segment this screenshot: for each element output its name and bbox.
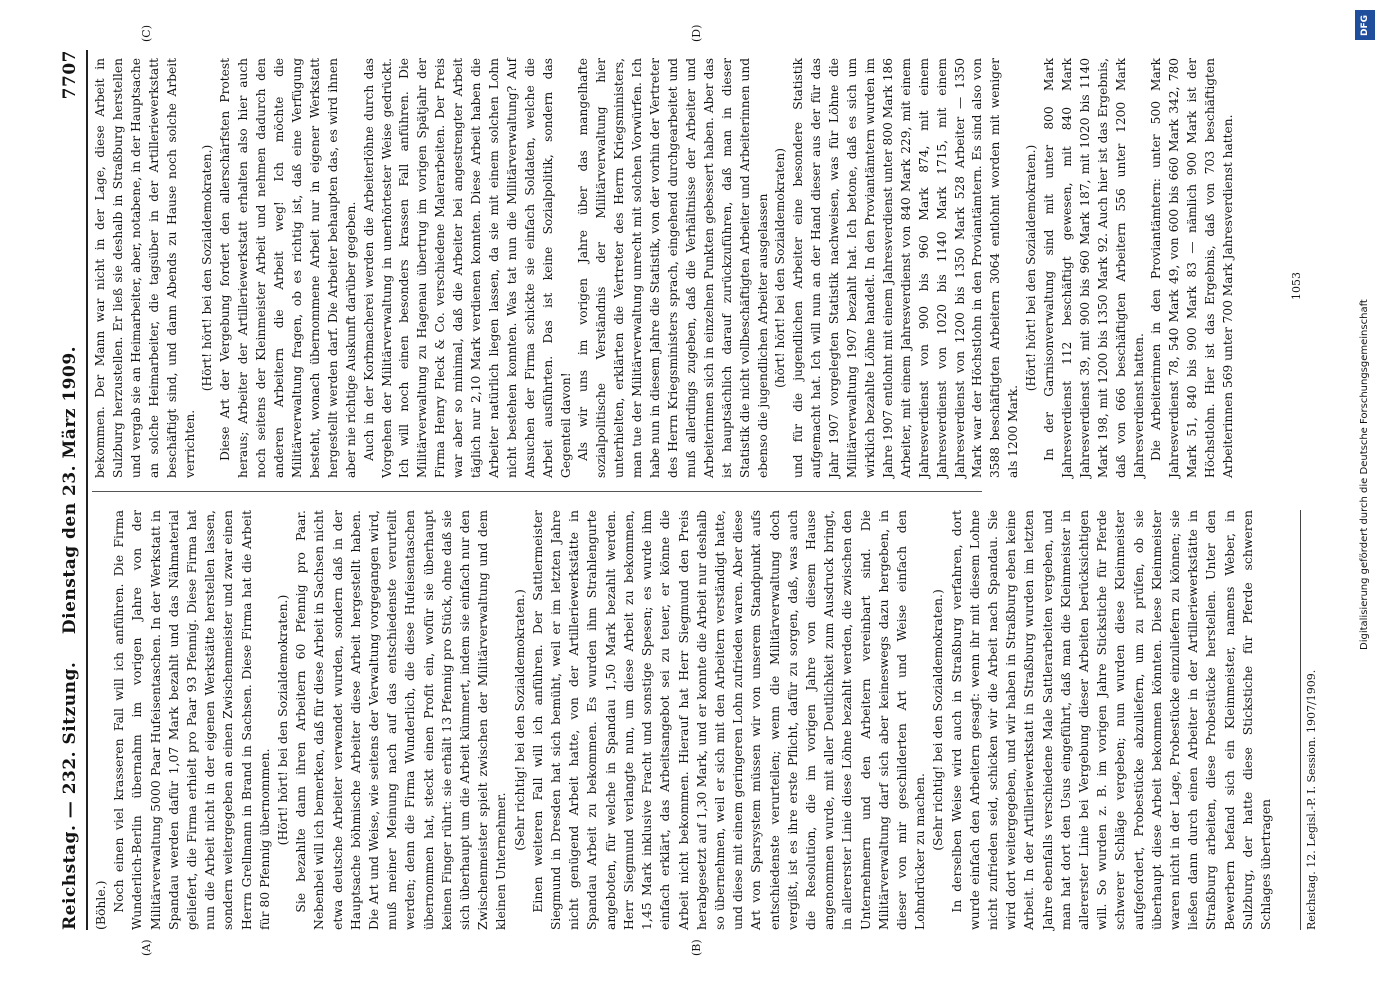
interjection: (Hört! hört! bei den Sozialdemokraten.) bbox=[1024, 144, 1039, 392]
header-rule bbox=[86, 50, 88, 930]
dfg-sidebar bbox=[1355, 10, 1377, 990]
interjection: (hört! hört! bei den Sozialdemokraten) bbox=[773, 148, 788, 388]
header-page-number: 7707 bbox=[60, 50, 80, 100]
page-header bbox=[58, 50, 84, 930]
paragraph: In derselben Weise wird auch in Straßburg verfahren, dort wurde einfach den Arbeitern gesagt: wenn ihr mit diesem Lohne nicht zufrieden seid, schicken wir die Arbeit nach Spandau. Sie wird dort weitergegeben, und wir haben in Straßburg eben keine Arbeit. In der Artilleriewerkstatt in Straßburg wurden im letzten Jahre ebenfalls verschiedene Male Sattlerarbeiten vergeben, und man hat dort den Usus eingeführt, daß man die Kleinmeister in allererster Linie bei Vergebung dieser Arbeiten berücksichtigen will. So wurden z. B. im vorigen Jahre Stickstiche für Pferde schwerer Schläge vergeben; nun wurden diese Kleinmeister aufgefordert, Probestücke abzuliefern, um zu prüfen, ob sie überhaupt diese Arbeit bekommen könnten. Diese Kleinmeister waren nicht in der Lage, Probestücke einzuliefern zu können; sie ließen dann durch einen Arbeiter in der Artilleriewerkstätte in Straßburg arbeiten, diese Probestücke herstellen. Unter den Bewerbern befand sich ein Kleinmeister, namens Weber, in Sulzburg, der hatte diese Stickstiche für Pferde schweren Schlages übertragen bbox=[948, 510, 1273, 930]
margin-marker-c: (C) bbox=[140, 25, 153, 42]
dfg-funding-note: Digitalisierung gefördert durch die Deutsche Forschungsgemeinschaft bbox=[1359, 299, 1370, 650]
interjection: (Hört! hört! bei den Sozialdemokraten.) bbox=[200, 144, 215, 392]
footer-rule bbox=[1300, 510, 1301, 930]
column-right bbox=[92, 58, 1236, 478]
paragraph: Auch in der Korbmacherei werden die Arbeiterlöhne durch das Vorgehen der Militärverwaltung in unerhörtester Weise gedrückt. Ich will noch einen besonders krassen Fall anführen. Die Militärverwaltung zu Hagenau übertrug im vorigen Spätjahr der Firma Henry Fleck & Co. verschiedene Malerarbeiten. Der Preis war aber so minimal, daß die Arbeiter bei angestrengter Arbeit täglich nur 2,10 Mark verdienen konnten. Diese Arbeit haben die Arbeiter natürlich liegen lassen, da sie mit einem solchen Lohn nicht bestehen konnten. Was tat nun die Militärverwaltung? Auf Ansuchen der Firma schickte sie einfach Soldaten, welche die Arbeit ausführten. Das ist keine Sozialpolitik, sondern das Gegenteil davon! bbox=[361, 58, 573, 478]
paragraph: In der Garnisonverwaltung sind mit unter 800 Mark Jahresverdienst 112 beschäftigt gewesen, mit 840 Mark Jahresverdienst 39, mit 900 bis 960 Mark 187, mit 1020 bis 1140 Mark 198, mit 1200 bis 1350 Mark 92. Auch hier ist das Ergebnis, daß von 666 beschäftigten Arbeitern 556 unter 1200 Mark Jahresverdienst hatten. bbox=[1042, 58, 1146, 478]
header-date: Dienstag den 23. März 1909. bbox=[60, 345, 80, 635]
paragraph: Als wir uns im vorigen Jahre über das mangelhafte sozialpolitische Verständnis der Militärverwaltung hier unterhielten, erklärten die Vertreter des Herrn Kriegsministers, man tue der Militärverwaltung unrecht mit solchen Vorwürfen. Ich habe nun in diesem Jahre die Statistik, von der vorhin der Vertreter des Herrn Kriegsministers sprach, eingehend durchgearbeitet und muß allerdings zugeben, daß die Verhältnisse der Arbeiter und Arbeiterinnen sich in einzelnen Punkten gebessert haben. Aber das ist hauptsächlich darauf zurückzuführen, daß man in dieser Statistik die nicht vollbeschäftigten Arbeiter und Arbeiterinnen und ebenso die jugendlichen Arbeiter ausgelassen bbox=[576, 58, 770, 478]
margin-marker-b: (B) bbox=[690, 939, 703, 956]
interjection: (Hört! hört! bei den Sozialdemokraten.) bbox=[275, 594, 291, 846]
margin-marker-a: (A) bbox=[140, 939, 153, 956]
paragraph: und für die jugendlichen Arbeiter eine besondere Statistik aufgemacht hat. Ich will nun an der Hand dieser aus der für das Jahr 1907 vorgelegten Statistik nachweisen, was für Löhne die Militärverwaltung 1907 bezahlt hat. Ich betone, daß es sich um wirklich bezahlte Löhne handelt. In den Proviantämtern wurden im Jahre 1907 entlohnt mit einem Jahresverdienst unter 800 Mark 186 Arbeiter, mit einem Jahresverdienst von 840 Mark 229, mit einem Jahresverdienst von 900 bis 960 Mark 874, mit einem Jahresverdienst von 1020 bis 1140 Mark 1715, mit einem Jahresverdienst von 1200 bis 1350 Mark 528 Arbeiter — 1350 Mark war der Höchstlohn in den Proviantämtern. Es sind also von 3588 beschäftigten Arbeitern 3064 entlohnt worden mit weniger als 1200 Mark. bbox=[791, 58, 1021, 478]
margin-marker-d: (D) bbox=[690, 24, 703, 42]
paragraph: Sie bezahlte dann ihren Arbeitern 60 Pfennig pro Paar. Nebenbei will ich bemerken, daß für diese Arbeit in Sachsen nicht etwa deutsche Arbeiter verwendet wurden, sondern daß in der Hauptsache böhmische Arbeiter diese Arbeit hergestellt haben. Die Art und Weise, wie seitens der Verwaltung vorgegangen wird, muß meiner Meinung nach auf das entschiedenste verurteilt werden; denn die Firma Wunderlich, die diese Hufeisentaschen übernommen hat, steckt einen Profit ein, wofür sie überhaupt keinen Finger rührt: sie erhält 13 Pfennig pro Stück, ohne daß sie sich überhaupt um die Arbeit kümmert, indem sie einfach nur den Zwischenmeister spielt zwischen der Militärverwaltung und dem kleinen Unternehmer. bbox=[293, 510, 509, 930]
interjection: (Sehr richtig! bei den Sozialdemokraten.) bbox=[930, 589, 946, 851]
header-left: Reichstag. — 232. Sitzung. bbox=[60, 661, 80, 930]
dfg-logo-icon: DFG bbox=[1355, 10, 1375, 40]
page-footer bbox=[1300, 510, 1318, 930]
paragraph: bekommen. Der Mann war nicht in der Lage, diese Arbeit in Sulzburg herzustellen. Er ließ sie deshalb in Straßburg herstellen und vergab sie an Heimarbeiter, aber, notabene, in der Hauptsache an solche Heimarbeiter, die tagsüber in der Artilleriewerkstatt beschäftigt sind, und dann Abends zu Hause noch solche Arbeit verrichten. bbox=[93, 58, 197, 478]
column-left bbox=[92, 510, 1273, 930]
footer-page-number: 1053 bbox=[1290, 272, 1303, 300]
paragraph: Die Arbeiterinnen in den Proviantämtern: unter 500 Mark Jahresverdienst 78, 540 Mark 49, von 600 bis 660 Mark 342, 780 Mark 51, 840 bis 900 Mark 83 — nämlich 900 Mark ist der Höchstlohn. Hier ist das Ergebnis, daß von 703 beschäftigten Arbeiterinnen 569 unter 700 Mark Jahresverdienst hatten. bbox=[1149, 58, 1236, 478]
footer-text: Reichstag. 12. Legisl.-P. I. Session. 1907/1909. bbox=[1305, 669, 1318, 930]
interjection: (Sehr richtig! bei den Sozialdemokraten.) bbox=[511, 589, 527, 851]
paragraph: Noch einen viel krasseren Fall will ich anführen. Die Firma Wunderlich-Berlin übernahm im vorigen Jahre von der Militärverwaltung 5000 Paar Hufeisentaschen. In der Werkstatt in Spandau werden dafür 1,07 Mark bezahlt und das Nähmaterial geliefert, die Firma erhielt pro Paar 93 Pfennig. Diese Firma hat nun die Arbeit nicht in der eigenen Werkstätte herstellen lassen, sondern weitergegeben an einen Zwischenmeister und zwar einen Herrn Grellmann in Brand in Sachsen. Diese Firma hat die Arbeit für 80 Pfennig übernommen. bbox=[111, 510, 272, 930]
speaker-label: (Böhle.) bbox=[93, 880, 108, 930]
column-divider bbox=[92, 491, 982, 492]
paragraph: Diese Art der Vergebung fordert den allerschärfsten Protest heraus; Arbeiter der Artilleriewerkstatt erhalten also hier auch noch seitens der Kleinmeister Arbeit und nehmen dadurch den anderen Arbeitern die Arbeit weg! Ich möchte die Militärverwaltung fragen, ob es richtig ist, daß eine Verfügung besteht, wonach übernommene Arbeit nur in eigener Werkstatt hergestellt werden darf. Die Arbeiter behaupten das, es wird ihnen aber nie richtige Auskunft darüber gegeben. bbox=[218, 58, 358, 478]
paragraph: Einen weiteren Fall will ich anführen. Der Sattlermeister Siegmund in Dresden hat sich bemüht, weil er im letzten Jahre nicht genügend Arbeit hatte, von der Artilleriewerkstätte in Spandau Arbeit zu bekommen. Es wurden ihm Strahlengurte angeboten, für welche in Spandau 1,50 Mark bezahlt werden. Herr Siegmund verlangte nun, um diese Arbeit zu bekommen, 1,45 Mark inklusive Fracht und sonstige Spesen; es wurde ihm einfach erklärt, das Arbeitsangebot sei zu teuer, er könne die Arbeit nicht bekommen. Hierauf hat Herr Siegmund den Preis herabgesetzt auf 1,30 Mark, und er konnte die Arbeit nur deshalb so übernehmen, weil er sich mit den Arbeitern verständigt hatte, und diese mit einem geringeren Lohn zufrieden waren. Aber diese Art von Sparsystem müssen wir von unserem Standpunkt aufs entschiedenste verurteilen; wenn die Militärverwaltung doch vergißt, ist es ihre erste Pflicht, dafür zu sorgen, daß, was auch die Resolution, die im vorigen Jahre von diesem Hause angenommen wurde, mit aller Deutlichkeit zum Ausdruck bringt, in allererster Linie diese Löhne bezahlt werden, die zwischen den Unternehmern und den Arbeitern vereinbart sind. Die Militärverwaltung darf sich aber keineswegs dazu hergeben, in dieser von mir geschilderten Art und Weise einfach den Lohndrücker zu machen. bbox=[529, 510, 928, 930]
